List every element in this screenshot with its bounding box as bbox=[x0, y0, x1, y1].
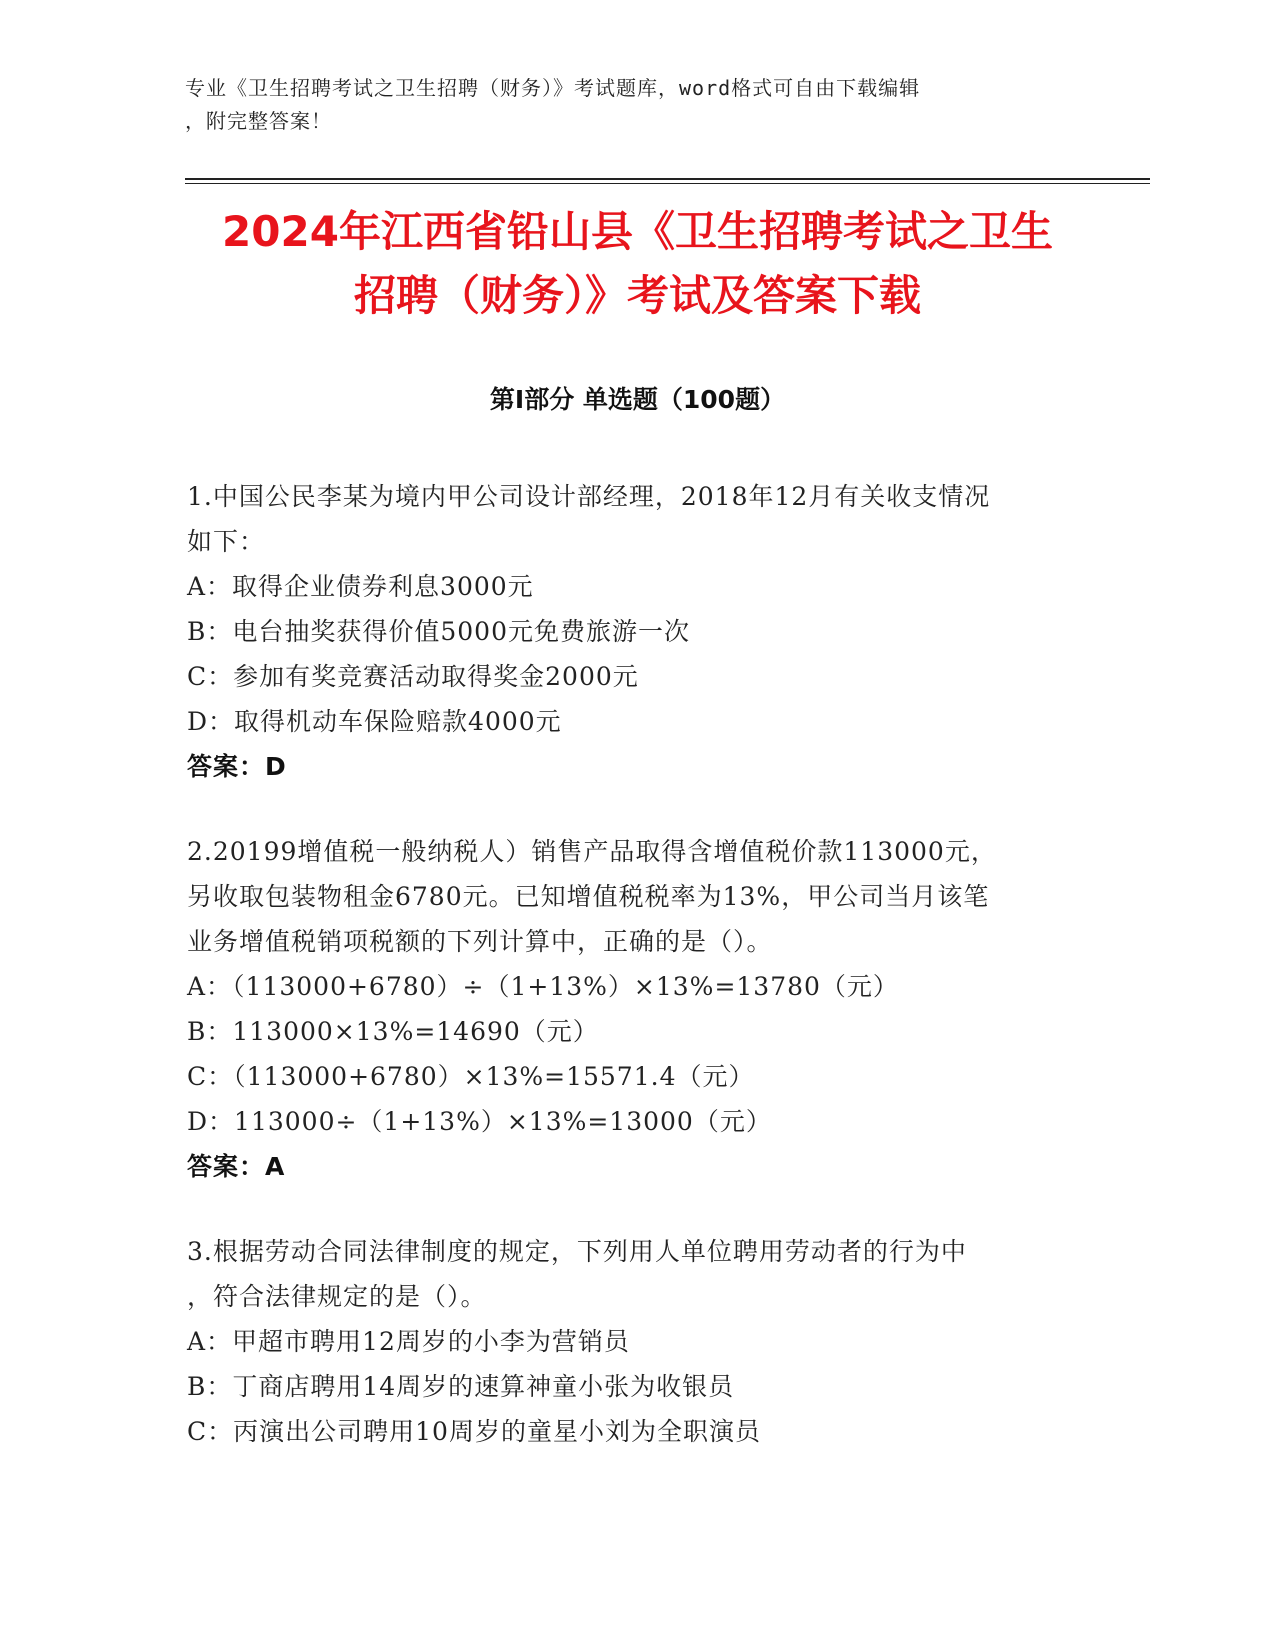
document-title-line-1: 2024年江西省铅山县《卫生招聘考试之卫生 bbox=[222, 207, 1053, 256]
question-3-option-b: B：丁商店聘用14周岁的速算神童小张为收银员 bbox=[187, 1372, 735, 1401]
question-2-stem-line: 另收取包装物租金6780元。已知增值税税率为13%，甲公司当月该笔 bbox=[187, 882, 990, 911]
question-3-option-c: C：丙演出公司聘用10周岁的童星小刘为全职演员 bbox=[187, 1417, 761, 1446]
question-1-answer: 答案：D bbox=[187, 752, 287, 781]
document-title-line-2: 招聘（财务）》考试及答案下载 bbox=[353, 271, 921, 320]
question-3 bbox=[187, 1229, 1087, 1454]
question-2-option-b: B：113000×13%=14690（元） bbox=[187, 1017, 599, 1046]
header-note bbox=[185, 72, 1085, 138]
question-1-stem-line: 如下： bbox=[187, 527, 266, 556]
header-note-line-1: 专业《卫生招聘考试之卫生招聘（财务）》考试题库，word格式可自由下载编辑 bbox=[185, 76, 921, 100]
question-2-option-c: C：（113000+6780）×13%=15571.4（元） bbox=[187, 1062, 755, 1091]
question-2-answer: 答案：A bbox=[187, 1152, 286, 1181]
header-rule-thin bbox=[185, 183, 1150, 184]
header-note-line-2: ，附完整答案！ bbox=[185, 109, 332, 133]
question-1-option-d: D：取得机动车保险赔款4000元 bbox=[187, 707, 562, 736]
question-3-stem-line: ，符合法律规定的是（）。 bbox=[187, 1282, 487, 1311]
document-title bbox=[150, 200, 1125, 328]
question-2-option-a: A：（113000+6780）÷（1+13%）×13%=13780（元） bbox=[187, 972, 899, 1001]
question-2-option-d: D：113000÷（1+13%）×13%=13000（元） bbox=[187, 1107, 772, 1136]
question-3-option-a: A：甲超市聘用12周岁的小李为营销员 bbox=[187, 1327, 630, 1356]
question-list bbox=[187, 474, 1087, 1494]
question-1 bbox=[187, 474, 1087, 789]
question-3-stem-line: 3.根据劳动合同法律制度的规定，下列用人单位聘用劳动者的行为中 bbox=[187, 1237, 967, 1266]
question-1-option-a: A：取得企业债券利息3000元 bbox=[187, 572, 534, 601]
header-rule-thick bbox=[185, 178, 1150, 180]
question-1-stem-line: 1.中国公民李某为境内甲公司设计部经理，2018年12月有关收支情况 bbox=[187, 482, 991, 511]
question-2-stem-line: 业务增值税销项税额的下列计算中，正确的是（）。 bbox=[187, 927, 773, 956]
question-2-stem-line: 2.20199增值税一般纳税人）销售产品取得含增值税价款113000元， bbox=[187, 837, 997, 866]
question-1-option-c: C：参加有奖竞赛活动取得奖金2000元 bbox=[187, 662, 639, 691]
question-2 bbox=[187, 829, 1087, 1189]
section-title: 第Ⅰ部分 单选题（100题） bbox=[489, 385, 786, 414]
question-1-option-b: B：电台抽奖获得价值5000元免费旅游一次 bbox=[187, 617, 690, 646]
